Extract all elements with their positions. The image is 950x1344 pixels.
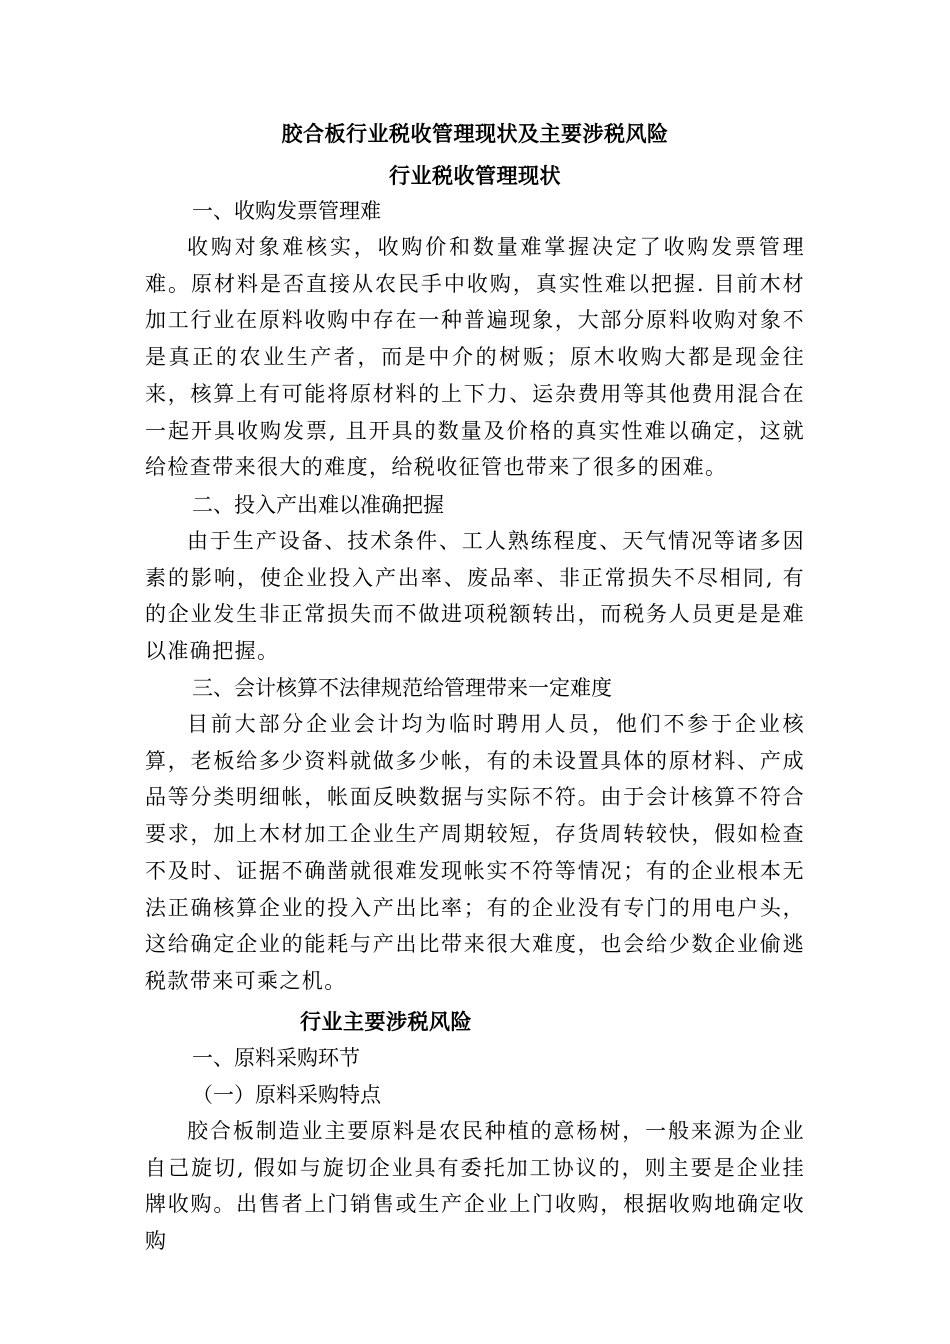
- heading-procurement: 一、原料采购环节: [192, 1046, 360, 1070]
- section-title-risk: 行业主要涉税风险: [300, 1009, 472, 1034]
- heading-input-output: 二、投入产出难以准确把握: [192, 493, 444, 517]
- paragraph-accounting: 目前大部分企业会计均为临时聘用人员，他们不参于企业核算，老板给多少资料就做多少帐，有的未设置具体的原材料、产成品等分类明细帐，帐面反映数据与实际不符。由于会计核算不符合要求，加上木材加工企业生产周期较短，存货周转较快，假如检查不及时、证据不确凿就很难发现帐实不符等情况；有的企业根本无法正确核算企业的投入产出比率；有的企业没有专门的用电户头，这给确定企业的能耗与产出比带来很大难度，也会给少数企业偷逃税款带来可乘之机。: [145, 712, 805, 993]
- paragraph-procurement: 胶合板制造业主要原料是农民种植的意杨树，一般来源为企业自己旋切, 假如与旋切企业具有委托加工协议的，则主要是企业挂牌收购。出售者上门销售或生产企业上门收购，根据收购地确定收购: [145, 1119, 805, 1254]
- paragraph-invoice: 收购对象难核实，收购价和数量难掌握决定了收购发票管理难。原材料是否直接从农民手中收购，真实性难以把握. 目前木材加工行业在原料收购中存在一种普遍现象，大部分原料收购对象不是真正的农业生产者，而是中介的树贩；原木收购大都是现金往来，核算上有可能将原材料的上下力、运杂费用等其他费用混合在一起开具收购发票, 且开具的数量及价格的真实性难以确定，这就给检查带来很大的难度，给税收征管也带来了很多的困难。: [145, 235, 805, 480]
- heading-accounting: 三、会计核算不法律规范给管理带来一定难度: [192, 676, 612, 700]
- subheading-procurement-features: （一）原料采购特点: [192, 1083, 381, 1107]
- heading-invoice: 一、收购发票管理难: [192, 199, 381, 223]
- section-title-status: 行业税收管理现状: [389, 163, 561, 188]
- document-title: 胶合板行业税收管理现状及主要涉税风险: [281, 121, 669, 146]
- paragraph-input-output: 由于生产设备、技术条件、工人熟练程度、天气情况等诸多因素的影响，使企业投入产出率、废品率、非正常损失不尽相同, 有的企业发生非正常损失而不做进项税额转出，而税务人员更是是难以准确把握。: [145, 529, 805, 664]
